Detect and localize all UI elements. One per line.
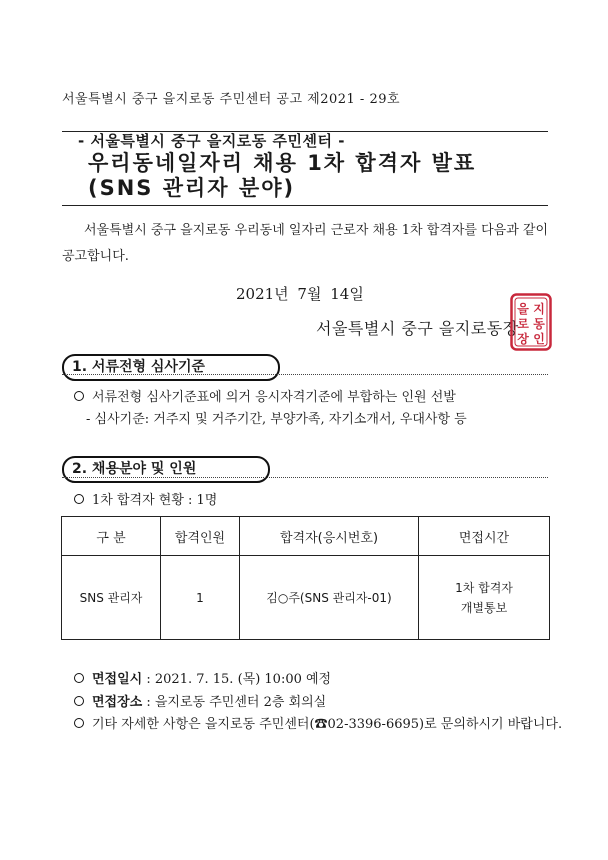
section-1-bullet [74,386,456,405]
interview-place-label: 면접장소 [92,695,143,710]
section-2-bullet-text: 1차 합격자 현황 : 1명 [92,493,218,508]
table-header-interview: 면접시간 [419,517,550,556]
announcement-date: 2021년 7월 14일 [236,285,364,303]
document-title [88,151,476,201]
cell-applicant: 김○주(SNS 관리자-01) [240,556,419,640]
section-1-detail: - 심사기준: 거주지 및 거주기간, 부양가족, 자기소개서, 우대사항 등 [86,412,467,427]
section-2-heading: 2. 채용분야 및 인원 [62,456,270,483]
header-subtitle: - 서울특별시 중구 을지로동 주민센터 - [78,132,345,150]
interview-date-label: 면접일시 [92,672,143,687]
section-1-bullet-text: 서류전형 심사기준표에 의거 응시자격기준에 부합하는 인원 선발 [92,390,456,405]
table-header-category: 구 분 [62,517,161,556]
table-header-row [62,517,550,556]
notice-number: 서울특별시 중구 을지로동 주민센터 공고 제2021 - 29호 [62,92,401,107]
seal-char: 인 [533,332,545,346]
cell-interview [419,556,550,640]
header-bottom-rule [62,205,548,206]
interview-place-item [74,691,326,710]
interview-place-value: : 을지로동 주민센터 2층 회의실 [142,695,327,710]
interview-line-1: 1차 합격자 [455,580,513,595]
cell-count: 1 [161,556,240,640]
intro-paragraph: 서울특별시 중구 을지로동 우리동네 일자리 근로자 채용 1차 합격자를 다음과 같이 공고합니다. [62,223,549,264]
section-1-divider [62,374,548,375]
seal-char: 장 [517,332,529,346]
title-line-1: 우리동네일자리 채용 1차 합격자 발표 [88,151,477,175]
section-2-divider [62,477,548,478]
circle-bullet-icon [74,696,84,706]
circle-bullet-icon [74,391,84,401]
inquiry-item [74,713,562,732]
section-1-heading: 1. 서류전형 심사기준 [62,354,280,381]
seal-char: 로 [517,317,529,331]
result-table [61,516,550,640]
inquiry-text: 기타 자세한 사항은 을지로동 주민센터(☎02-3396-6695)로 문의하시기 바랍니다. [92,717,563,732]
circle-bullet-icon [74,718,84,728]
interview-line-2: 개별통보 [460,600,508,615]
seal-char: 동 [533,317,545,331]
interview-date-item [74,668,331,687]
circle-bullet-icon [74,494,84,504]
seal-char: 을 [517,302,529,316]
seal-char: 지 [533,302,545,316]
title-line-2: (SNS 관리자 분야) [88,176,296,200]
circle-bullet-icon [74,673,84,683]
official-seal-stamp [510,293,552,351]
issuer-name: 서울특별시 중구 을지로동장 [316,319,519,338]
table-row [62,556,550,640]
cell-category: SNS 관리자 [62,556,161,640]
table-header-count: 합격인원 [161,517,240,556]
interview-date-value: : 2021. 7. 15. (목) 10:00 예정 [142,672,332,687]
section-2-bullet [74,489,217,508]
table-header-applicant: 합격자(응시번호) [240,517,419,556]
